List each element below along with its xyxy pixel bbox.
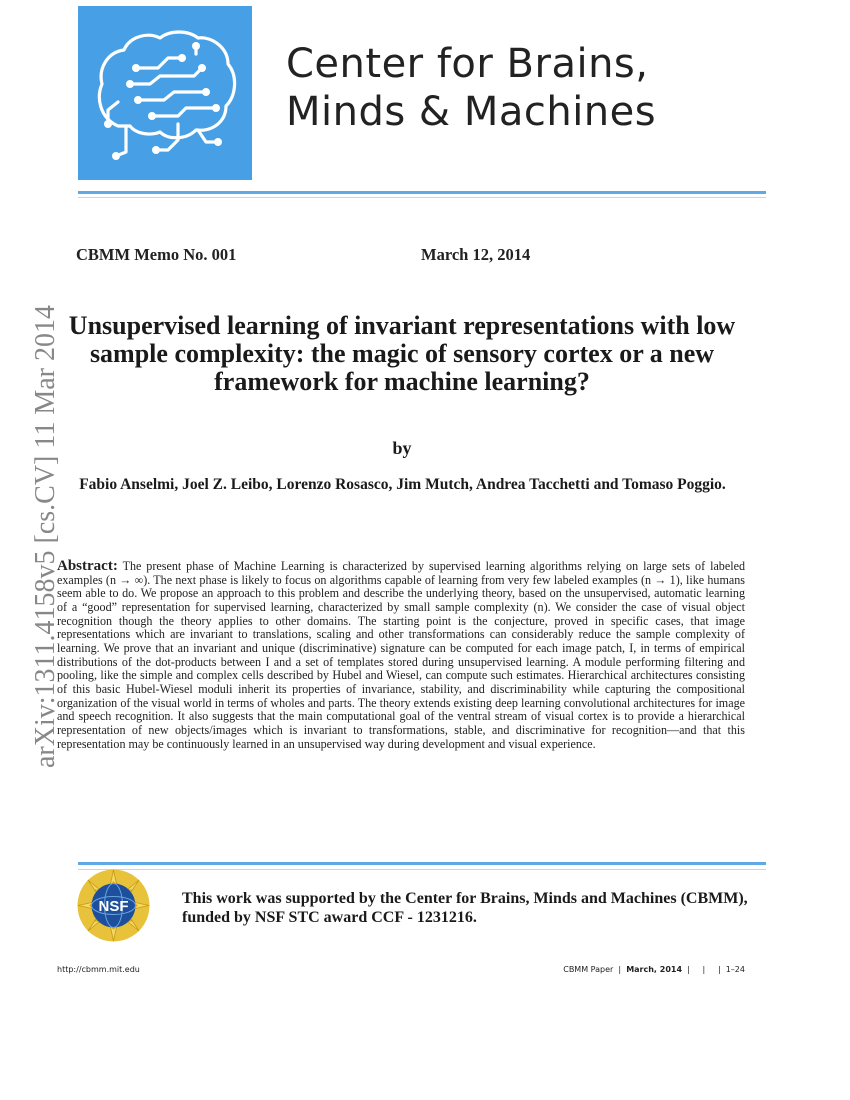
organization-name	[286, 40, 756, 136]
nsf-logo-text: NSF	[98, 898, 129, 915]
organization-name-line-1: Center for Brains,	[286, 41, 649, 87]
header-divider-thin	[78, 197, 766, 198]
footer-divider	[78, 862, 766, 865]
abstract	[57, 560, 745, 751]
footer-paper-info: CBMM Paper | March, 2014 | | | 1–24	[563, 965, 745, 974]
footer-url-link[interactable]: http://cbmm.mit.edu	[57, 965, 140, 974]
organization-name-line-2: Minds & Machines	[286, 89, 657, 135]
arxiv-stamp: arXiv:1311.4158v5 [cs.CV] 11 Mar 2014	[30, 305, 61, 768]
author-list: Fabio Anselmi, Joel Z. Leibo, Lorenzo Rosasco, Jim Mutch, Andrea Tacchetti and Tomaso Poggio.	[79, 476, 726, 493]
footer-paper-date: March, 2014	[626, 965, 683, 974]
footer-paper-label: CBMM Paper	[563, 965, 614, 974]
nsf-logo	[76, 868, 151, 943]
abstract-label: Abstract:	[57, 558, 118, 574]
funding-note: This work was supported by the Center for Brains, Minds and Machines (CBMM), funded by NSF STC award CCF - 1231216.	[182, 890, 748, 926]
memo-date: March 12, 2014	[421, 245, 531, 264]
header-divider	[78, 191, 766, 194]
cbmm-logo	[78, 6, 252, 180]
footer-page-range: 1–24	[725, 965, 745, 974]
footer-divider-thin	[78, 869, 766, 870]
abstract-text: The present phase of Machine Learning is characterized by supervised learning algorithms relying on large sets of labeled examples (n → ∞). The next phase is likely to focus on algorithms capable of learning from very few labeled examples (n → 1), like humans seem able to do. We propose an approach to this problem and describe the underlying theory, based on the unsupervised, automatic learning of a “good” representation for supervised learning, characterized by small sample complexity (n). We consider the case of visual object recognition though the theory applies to other domains. The starting point is the conjecture, proved in specific cases, that image representations which are invariant to translations, scaling and other transformations can considerably reduce the sample complexity of learning. We prove that an invariant and unique (discriminative) signature can be computed for each image patch, I, in terms of empirical distributions of the dot-products between I and a set of templates stored during unsupervised learning. A module performing filtering and pooling, like the simple and complex cells described by Hubel and Wiesel, can compute such estimates. Hierarchical architectures consisting of this basic Hubel-Wiesel moduli inherit its properties of invariance, stability, and discriminability while capturing the compositional organization of the visual world in terms of wholes and parts. The theory extends existing deep learning convolutional architectures for image and speech recognition. It also suggests that the main computational goal of the ventral stream of visual cortex is to provide a hierarchical representation of new objects/images which is invariant to transformations, stable, and discriminative for recognition—and that this representation may be continuously learned in an unsupervised way during development and visual experience.	[57, 559, 745, 751]
byline-by: by	[392, 438, 412, 458]
circuit-brain-icon	[78, 6, 252, 180]
nsf-seal-icon	[76, 868, 151, 943]
paper-title: Unsupervised learning of invariant representations with low sample complexity: the magic of sensory cortex or a new framework for machine learning?	[68, 311, 736, 396]
memo-number: CBMM Memo No. 001	[76, 245, 237, 264]
